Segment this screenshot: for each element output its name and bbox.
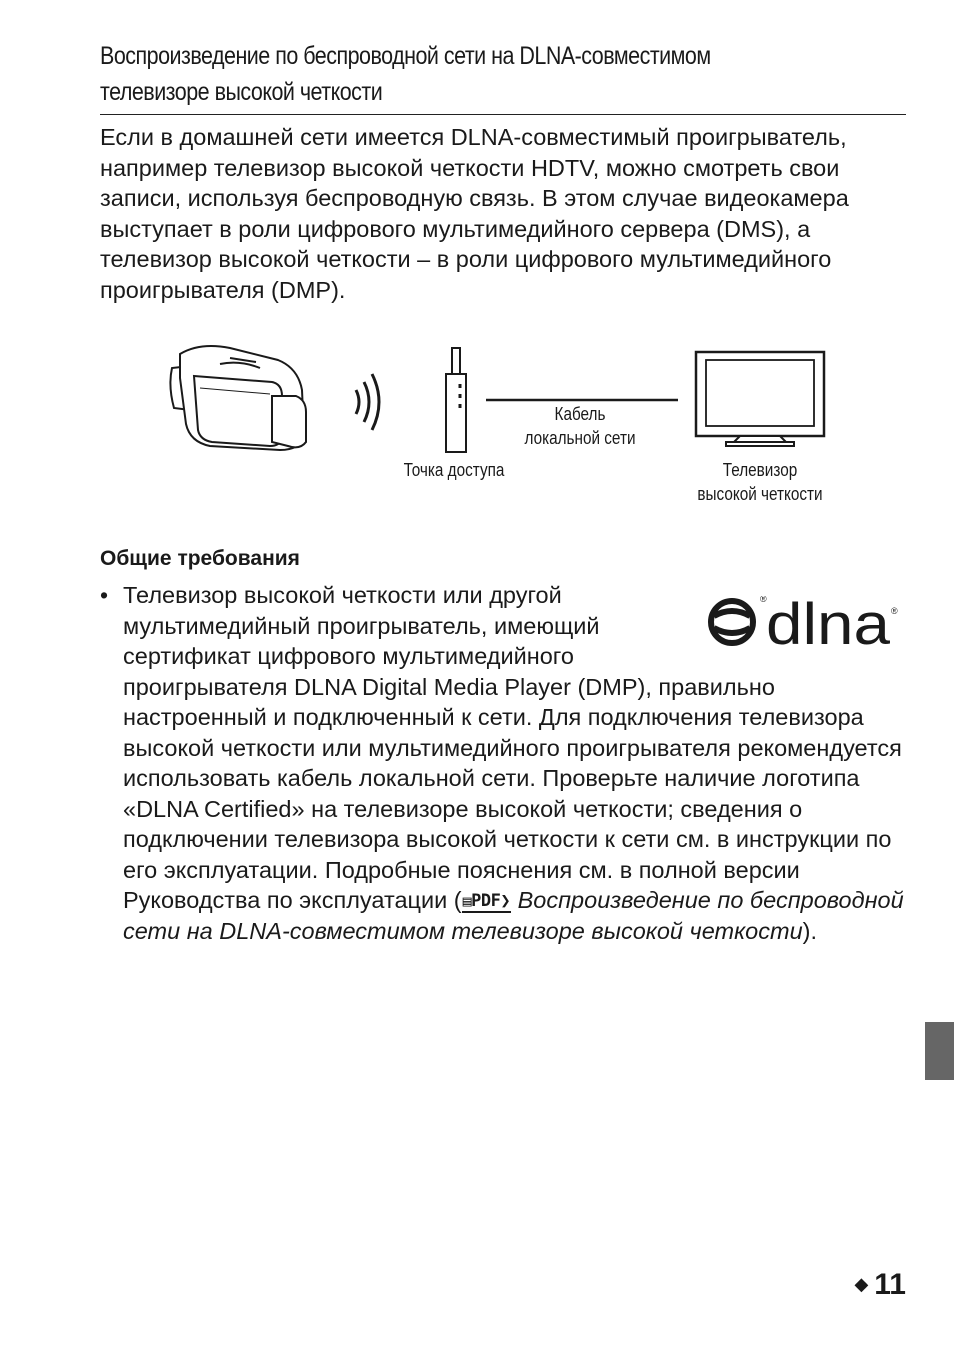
access-point-icon — [446, 348, 466, 452]
camcorder-icon — [170, 346, 306, 450]
page-number-value: 11 — [874, 1268, 906, 1301]
manual-glyph-icon: ▤ — [462, 892, 472, 910]
access-point-label: Точка доступа — [403, 460, 505, 480]
requirements-text-main: Телевизор высокой четкости или другой мультимедийный проигрыватель, имеющий сертификат цифрового мультимедийного проигрывателя DLNA Digital Media Player (DMP), правильно настроенный и подключенный к сети. Для подключения телевизора высокой четкости или мультимедийного проигрывателя рекомендуется использовать кабель локальной сети. Проверьте наличие логотипа «DLNA Certified» на телевизоре высокой четкости; сведения о подключении телевизора высокой четкости к сети см. в инструкции по его эксплуатации. Подробные пояснения см. в полной версии Руководства по эксплуатации ( — [123, 582, 902, 913]
dlna-logo-text: dlna — [766, 596, 891, 652]
tv-icon — [696, 352, 824, 446]
dlna-registered-mark-1: ® — [760, 596, 767, 604]
dlna-logo-graphic — [702, 596, 902, 652]
dlna-registered-mark-2: ® — [891, 606, 898, 616]
section-title-line2: телевизоре высокой четкости — [100, 78, 383, 106]
section-title — [100, 38, 908, 110]
requirements-heading: Общие требования — [100, 547, 300, 570]
network-diagram — [160, 338, 840, 518]
page-marker-icon: ◆ — [854, 1274, 869, 1294]
requirements-text-end: ). — [802, 917, 818, 944]
pdf-label: PDF — [471, 891, 501, 911]
cable-label-line1: Кабель — [554, 404, 606, 424]
cable-label-line2: локальной сети — [524, 428, 636, 448]
chapter-tab — [925, 1022, 954, 1080]
cable-label — [504, 402, 657, 450]
requirements-text-reference: Воспроизведение по беспроводной сети на DLNA-совместимом телевизоре высокой четкости — [123, 887, 904, 944]
wireless-signal-icon — [356, 374, 379, 430]
title-divider — [100, 114, 906, 115]
bullet-marker: • — [100, 582, 109, 608]
section-title-line1: Воспроизведение по беспроводной сети на DLNA-совместимом — [100, 42, 711, 70]
page-number — [854, 1266, 906, 1303]
dlna-logo — [702, 596, 902, 652]
tv-label-line1: Телевизор — [722, 460, 798, 480]
intro-paragraph: Если в домашней сети имеется DLNA-совместимый проигрыватель, например телевизор высокой четкости HDTV, можно смотреть свои записи, используя беспроводную связь. В этом случае видеокамера выступает в роли цифрового мультимедийного сервера (DMS), а телевизор высокой четкости – в роли цифрового мультимедийного проигрывателя (DMP). — [100, 124, 849, 303]
tv-label — [684, 458, 837, 506]
tv-label-line2: высокой четкости — [697, 484, 823, 504]
pdf-reference-icon: ▤PDF❯ — [462, 891, 511, 911]
